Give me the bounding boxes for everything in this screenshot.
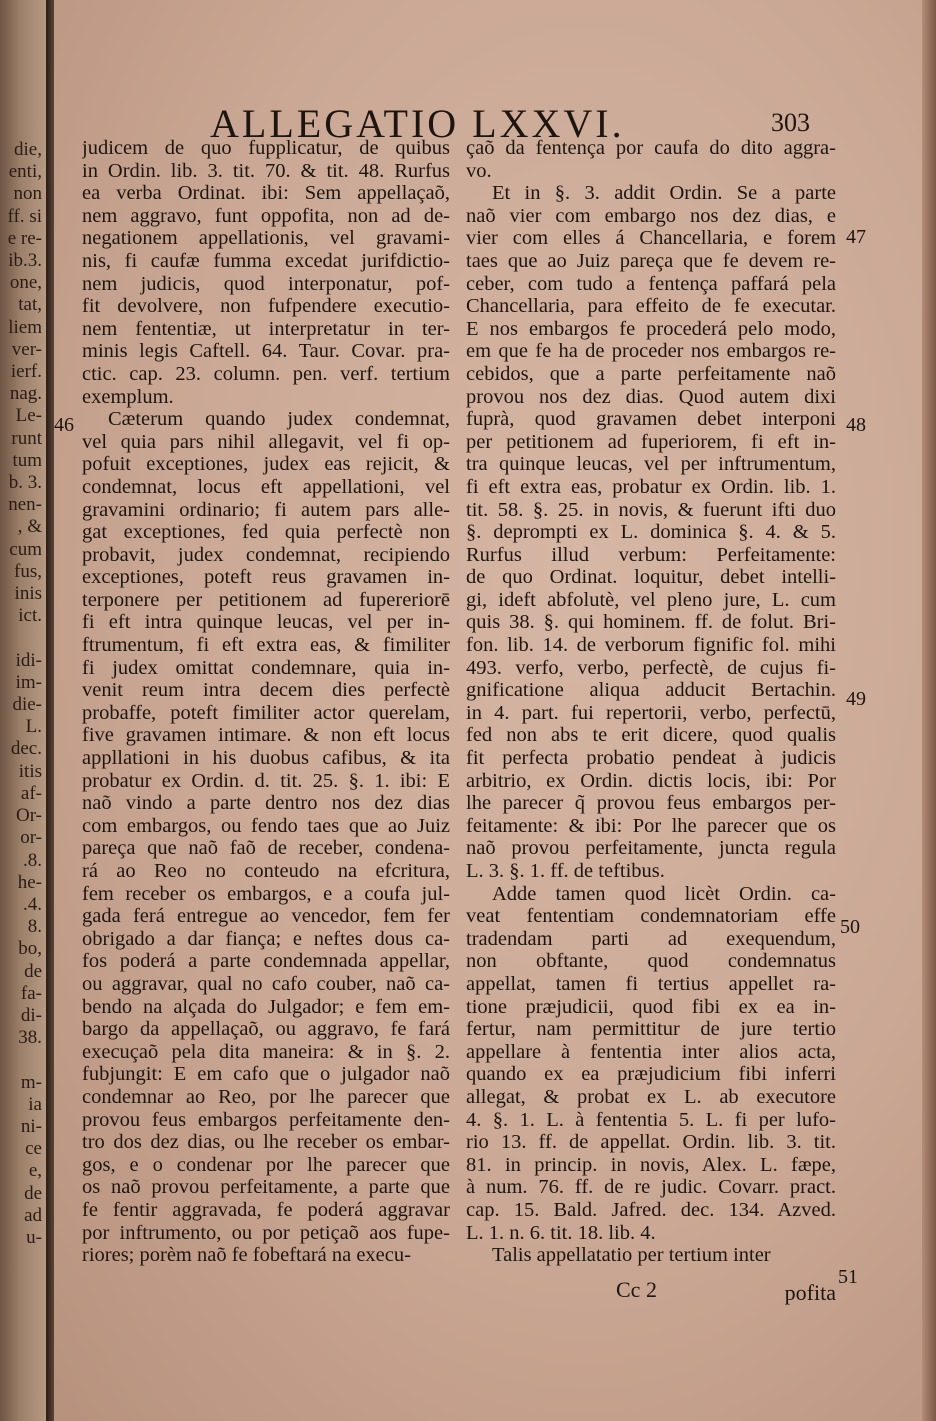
text-line: gat exceptiones, fed quia perfectè non: [82, 521, 450, 544]
text-line: fem receber os embargos, e a coufa jul-: [82, 882, 450, 905]
gutter-fragment: ce: [25, 1138, 42, 1160]
text-line: de quo Ordinat. loquitur, debet intelli-: [466, 566, 836, 589]
gutter-fragment: de: [24, 960, 42, 982]
text-line: fi judex omittat condemnare, quia in-: [82, 656, 450, 679]
text-line: gnificatione aliqua adducit Bertachin.: [466, 679, 836, 702]
text-line: quis 38. §. qui hominem. ff. de folut. Bri-: [466, 611, 836, 634]
margin-number-48: 48: [846, 414, 866, 436]
text-line: in Ordin. lib. 3. tit. 70. & tit. 48. Rurfus: [82, 159, 450, 182]
gutter-fragment: ver-: [11, 338, 42, 360]
text-line: Chancellaria, para effeito de fe executar.: [466, 295, 836, 318]
text-line: non obftante, quod condemnatus: [466, 950, 836, 973]
gutter-fragment: [0, 1049, 46, 1071]
text-line: bendo na alçada do Julgador; e fem em-: [82, 995, 450, 1018]
text-line: vo.: [466, 159, 492, 182]
text-line: E nos embargos fe procederá pelo modo,: [466, 317, 836, 340]
text-line: riores; porèm naõ fe fobeftará na execu-: [82, 1244, 411, 1267]
signature-mark: Cc 2: [616, 1277, 657, 1302]
gutter-fragment: itis: [18, 760, 42, 782]
text-line: tione præjudicii, quod fibi ex ea in-: [466, 995, 836, 1018]
gutter-fragment: ict.: [18, 605, 42, 627]
text-line: naõ provou perfeitamente, juncta regula: [466, 837, 836, 860]
gutter-fragment: bo,: [18, 938, 42, 960]
gutter-fragment: tat,: [18, 294, 42, 316]
text-line: ou aggravar, qual no cafo couber, naõ ca-: [82, 972, 450, 995]
gutter-fragment: L.: [25, 716, 42, 738]
text-line: 4. §. 1. L. à fententia 5. L. fi per lufo-: [466, 1108, 836, 1131]
gutter-fragment: im-: [15, 671, 42, 693]
text-line: fi eft extra eas, probatur ex Ordin. lib. 1.: [466, 475, 836, 498]
facing-page-edge: [0, 0, 46, 1421]
text-line: em que fe ha de proceder nos embargos re-: [466, 340, 836, 363]
text-line: veat fententiam condemnatoriam effe: [466, 905, 836, 928]
text-line: cap. 15. Bald. Jafred. dec. 134. Azved.: [466, 1198, 836, 1221]
text-line: quando ex ea præjudicium fibi inferri: [466, 1063, 836, 1086]
text-line: tra quinque leucas, vel per inftrumentum,: [466, 453, 836, 476]
gutter-fragment: ia: [28, 1093, 42, 1115]
gutter-fragment: enti,: [8, 161, 42, 183]
book-spine: [46, 0, 54, 1421]
text-line: com embargos, ou fendo taes que ao Juiz: [82, 814, 450, 837]
text-line: bargo da appellaçaõ, ou aggravo, fe fará: [82, 1018, 450, 1041]
gutter-fragment: inis: [14, 583, 42, 605]
text-line: naõ vier com embargo nos dez dias, e: [466, 204, 836, 227]
text-line: fon. lib. 14. de verborum fignific fol. mihi: [466, 634, 836, 657]
text-line: fuprà, quod gravamen debet interponi: [466, 408, 836, 431]
text-line: rá ao Reo no conteudo na efcritura,: [82, 860, 450, 882]
left-column: [82, 137, 450, 1267]
text-line: ceber, com tudo a fentença paffará pela: [466, 272, 836, 295]
text-line: vier com elles á Chancellaria, e forem: [466, 227, 836, 250]
text-line: gravamini ordinario; fi autem pars alle-: [82, 498, 450, 521]
gutter-fragment: die-: [12, 694, 42, 716]
text-line: provou feus embargos perfeitamente den-: [82, 1108, 450, 1131]
text-line: in 4. part. fui repertorii, verbo, perfectū,: [466, 701, 836, 724]
text-line: 493. verfo, verbo, perfectè, de cujus fi-: [466, 656, 836, 679]
gutter-fragment: 8.: [27, 916, 42, 938]
text-line: L. 1. n. 6. tit. 18. lib. 4.: [466, 1221, 656, 1244]
gutter-fragment: [0, 627, 46, 649]
text-line: fed non abs te erit dicere, quod qualis: [466, 724, 836, 747]
gutter-fragment: di-: [20, 1004, 42, 1026]
text-line: os naõ provou perfeitamente, a parte que: [82, 1176, 450, 1199]
text-line: à num. 76. ff. de re judic. Covarr. pract.: [466, 1176, 836, 1199]
text-line: ea verba Ordinat. ibi: Sem appellaçaõ,: [82, 182, 450, 205]
margin-number-46: 46: [54, 414, 74, 436]
text-line: nem aggravo, funt oppofita, non ad de-: [82, 204, 450, 227]
text-line: negationem appellationis, vel gravami-: [82, 227, 450, 250]
text-line: Et in §. 3. addit Ordin. Se a parte: [492, 182, 836, 205]
text-line: por inftrumento, ou por petiçaõ aos fupe-: [82, 1221, 450, 1244]
text-line: §. deprompti ex L. dominica §. 4. & 5.: [466, 521, 836, 544]
gutter-fragment: Or-: [16, 805, 42, 827]
gutter-fragment: die,: [14, 139, 42, 160]
text-line: judicem de quo fupplicatur, de quibus: [82, 137, 450, 159]
gutter-fragment: .8.: [23, 849, 42, 871]
gutter-fragment: dec.: [10, 738, 42, 760]
text-line: feitamente: & ibi: Por lhe parecer que os: [466, 814, 836, 837]
text-line: pofuit exceptiones, judex eas rejicit, &: [82, 453, 450, 476]
text-line: Talis appellatatio per tertium inter: [492, 1244, 771, 1267]
page-number: 303: [771, 108, 810, 137]
gutter-fragment: cum: [9, 538, 42, 560]
text-line: condemnat, locus eft appellationi, vel: [82, 475, 450, 498]
text-line: probavit, judex condemnat, recipiendo: [82, 543, 450, 566]
text-line: vel quia pars nihil allegavit, vel fi op-: [82, 430, 450, 453]
gutter-fragment: tum: [12, 449, 42, 471]
text-line: nem judicis, quod interponatur, pof-: [82, 272, 450, 295]
gutter-fragment: 38.: [18, 1027, 42, 1049]
text-line: tradendam parti ad exequendum,: [466, 927, 836, 950]
gutter-fragment: liem: [8, 316, 42, 338]
text-line: condemnar ao Reo, por lhe parecer que: [82, 1085, 450, 1108]
gutter-fragment: fa-: [20, 982, 42, 1004]
gutter-fragment: , &: [17, 516, 42, 538]
text-line: fit perfecta probatio pendeat à judicis: [466, 747, 836, 770]
gutter-fragment: one,: [9, 272, 42, 294]
gutter-fragment: idi-: [15, 649, 42, 671]
text-line: cebidos, que a parte perfeitamente naõ: [466, 362, 836, 385]
gutter-fragment: he-: [17, 871, 42, 893]
text-line: provou nos dez dias. Quod autem dixi: [466, 385, 836, 408]
gutter-fragment: e,: [28, 1160, 42, 1182]
text-line: minis legis Caftell. 64. Taur. Covar. pra-: [82, 340, 450, 363]
gutter-fragment: fus,: [14, 560, 42, 582]
text-line: taes que ao Juiz pareça que fe devem re-: [466, 249, 836, 272]
text-line: exceptiones, poteft reus gravamen in-: [82, 566, 450, 589]
gutter-fragment: nen-: [8, 494, 42, 516]
page-right-edge: [922, 0, 936, 1421]
text-line: arbitrio, ex Ordin. dictis locis, ibi: Por: [466, 769, 836, 792]
text-line: fubjungit: E em cafo que o julgador naõ: [82, 1063, 450, 1086]
text-line: Cæterum quando judex condemnat,: [108, 408, 450, 431]
gutter-fragment: Le-: [15, 405, 42, 427]
text-line: allegat, & probat ex L. ab executore: [466, 1085, 836, 1108]
text-line: Rurfus illud verbum: Perfeitamente:: [466, 543, 836, 566]
text-line: pareça que naõ faõ de receber, condena-: [82, 837, 450, 860]
text-line: five gravamen intimare. & non eft locus: [82, 724, 450, 747]
text-line: appellat, tamen fi tertius appellet ra-: [466, 972, 836, 995]
text-line: venit reum intra decem dies perfectè: [82, 679, 450, 702]
text-line: terponere per petitionem ad fupereriorē: [82, 588, 450, 611]
text-line: Adde tamen quod licèt Ordin. ca-: [492, 882, 836, 905]
text-line: naõ vindo a parte dentro nos dez dias: [82, 792, 450, 815]
text-line: çaõ da fentença por caufa do dito aggra-: [466, 137, 836, 159]
text-line: fos poderá a parte condemnada appellar,: [82, 950, 450, 973]
gutter-fragment: non: [13, 183, 42, 205]
text-line: gada ferá entregue ao vencedor, fem fer: [82, 905, 450, 928]
text-line: gi, ideft abfolutè, vel pleno jure, L. cum: [466, 588, 836, 611]
text-line: obrigado a dar fiança; e neftes dous ca-: [82, 927, 450, 950]
gutter-fragment: af-: [20, 782, 42, 804]
facing-page-fragments: [0, 139, 46, 1249]
gutter-fragment: nag.: [9, 383, 42, 405]
text-line: nem fententiæ, ut interpretatur in ter-: [82, 317, 450, 340]
gutter-fragment: ff. si: [7, 205, 42, 227]
gutter-fragment: e re-: [7, 227, 42, 249]
text-line: nis, fi caufæ fumma excedat jurifdictio-: [82, 249, 450, 272]
page-title: ALLEGATIO LXXVI.: [210, 101, 625, 146]
text-line: exemplum.: [82, 385, 174, 408]
gutter-fragment: ib.3.: [8, 250, 42, 272]
text-line: execuçaõ pela dita maneira: & in §. 2.: [82, 1040, 450, 1063]
text-line: 81. in princip. in novis, Alex. L. fæpe,: [466, 1153, 836, 1176]
catchword: pofita: [784, 1280, 836, 1305]
margin-number-51: 51: [838, 1266, 858, 1288]
text-line: fe fentir aggravada, fe poderá aggravar: [82, 1198, 450, 1221]
right-column: [466, 137, 836, 1267]
text-line: appellare à fententia inter alios acta,: [466, 1040, 836, 1063]
margin-number-49: 49: [846, 688, 866, 710]
gutter-fragment: m-: [20, 1071, 42, 1093]
gutter-fragment: ad: [24, 1204, 42, 1226]
gutter-fragment: or-: [20, 827, 42, 849]
text-line: tit. 58. §. 25. in novis, & fuerunt ifti duo: [466, 498, 836, 521]
text-line: appllationi in his duobus cafibus, & ita: [82, 747, 450, 770]
text-line: L. 3. §. 1. ff. de teftibus.: [466, 860, 665, 882]
text-line: tro dos dez dias, ou lhe receber os embar-: [82, 1131, 450, 1154]
text-line: per petitionem ad fuperiorem, fi eft in-: [466, 430, 836, 453]
text-line: probaffe, poteft fimiliter actor querelam,: [82, 701, 450, 724]
text-line: lhe parecer q̃ provou feus embargos per-: [466, 792, 836, 815]
gutter-fragment: ni-: [20, 1115, 42, 1137]
gutter-fragment: ierf.: [10, 361, 42, 383]
text-line: ftrumentum, fi eft extra eas, & fimiliter: [82, 634, 450, 657]
text-line: fi eft intra quinque leucas, vel per in-: [82, 611, 450, 634]
gutter-fragment: runt: [11, 427, 42, 449]
text-line: rio 13. ff. de appellat. Ordin. lib. 3. tit.: [466, 1131, 836, 1154]
gutter-fragment: b. 3.: [8, 472, 42, 494]
gutter-fragment: u-: [26, 1226, 42, 1248]
gutter-fragment: de: [24, 1182, 42, 1204]
text-line: fertur, nam permittitur de jure tertio: [466, 1018, 836, 1041]
margin-number-50: 50: [840, 916, 860, 938]
text-line: ctic. cap. 23. column. pen. verf. tertium: [82, 362, 450, 385]
gutter-fragment: .4.: [23, 893, 42, 915]
margin-number-47: 47: [846, 226, 866, 248]
text-line: probatur ex Ordin. d. tit. 25. §. 1. ibi: E: [82, 769, 450, 792]
text-line: fit devolvere, non fufpendere executio-: [82, 295, 450, 318]
text-line: gos, e o condenar por lhe parecer que: [82, 1153, 450, 1176]
page-footer: [616, 1250, 836, 1310]
